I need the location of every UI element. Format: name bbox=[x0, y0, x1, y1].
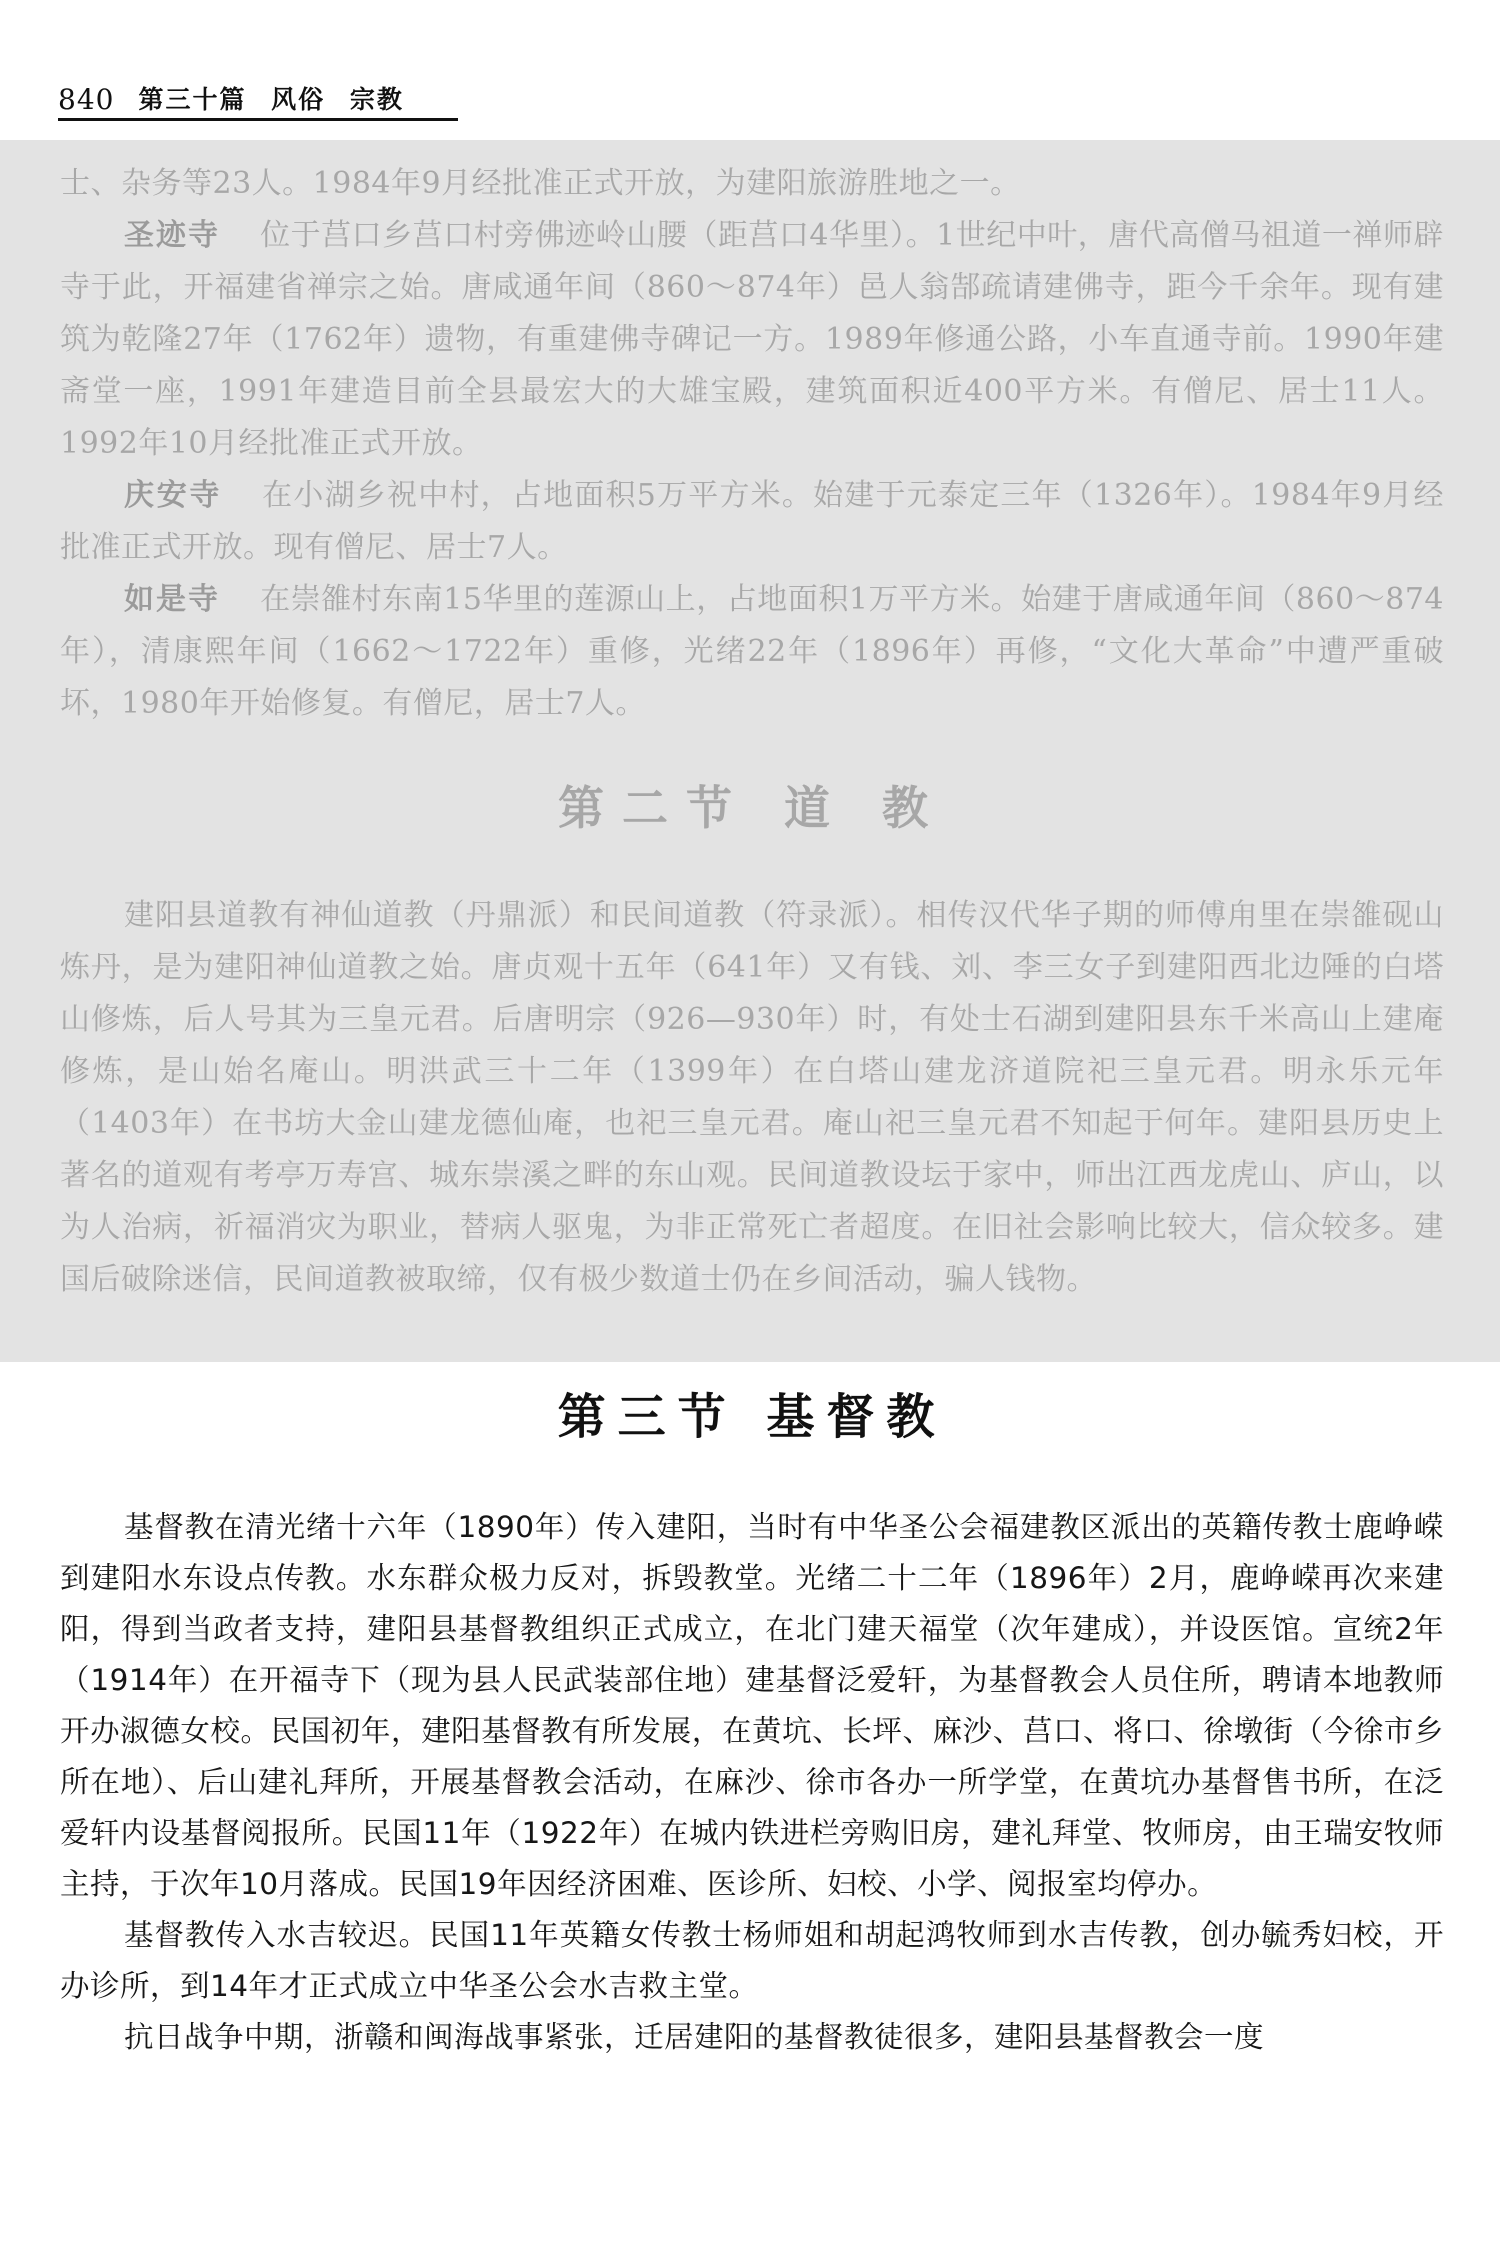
faded-content bbox=[60, 158, 1444, 1306]
temple-name: 如是寺 bbox=[124, 582, 221, 617]
page-number: 840 bbox=[58, 83, 115, 116]
temple-entry bbox=[60, 470, 1444, 574]
temple-description: 在崇雒村东南15华里的莲源山上，占地面积1万平方米。始建于唐咸通年间（860～874年），清康熙年间（1662～1722年）重修，光绪22年（1896年）再修，“文化大革命”中遭严重破坏，1980年开始修复。有僧尼，居士7人。 bbox=[60, 582, 1444, 721]
paragraph: 抗日战争中期，浙赣和闽海战事紧张，迁居建阳的基督教徒很多，建阳县基督教会一度 bbox=[124, 2020, 1265, 2054]
paragraph: 基督教传入水吉较迟。民国11年英籍女传教士杨师姐和胡起鸿牧师到水吉传教，创办毓秀妇校，开办诊所，到14年才正式成立中华圣公会水吉救主堂。 bbox=[60, 1918, 1444, 2003]
faded-text-region bbox=[0, 140, 1500, 1362]
temple-name: 庆安寺 bbox=[124, 478, 223, 513]
section-heading-taoism: 第二节 道 教 bbox=[557, 781, 947, 835]
temple-entry bbox=[60, 574, 1444, 730]
paragraph: 基督教在清光绪十六年（1890年）传入建阳，当时有中华圣公会福建教区派出的英籍传教士鹿峥嵘到建阳水东设点传教。水东群众极力反对，拆毁教堂。光绪二十二年（1896年）2月，鹿峥嵘再次来建阳，得到当政者支持，建阳县基督教组织正式成立，在北门建天福堂（次年建成），并设医馆。宣统2年（1914年）在开福寺下（现为县人民武装部住地）建基督泛爱轩，为基督教会人员住所，聘请本地教师开办淑德女校。民国初年，建阳基督教有所发展，在黄坑、长坪、麻沙、莒口、将口、徐墩街（今徐市乡所在地）、后山建礼拜所，开展基督教会活动，在麻沙、徐市各办一所学堂，在黄坑办基督售书所，在泛爱轩内设基督阅报所。民国11年（1922年）在城内铁进栏旁购旧房，建礼拜堂、牧师房，由王瑞安牧师主持，于次年10月落成。民国19年因经济困难、医诊所、妇校、小学、阅报室均停办。 bbox=[60, 1510, 1444, 1901]
chapter-title: 第三十篇 风俗 宗教 bbox=[138, 85, 404, 114]
temple-entry bbox=[60, 210, 1444, 470]
main-content bbox=[60, 1386, 1444, 2063]
temple-description: 位于莒口乡莒口村旁佛迹岭山腰（距莒口4华里）。1世纪中叶，唐代高僧马祖道一禅师辟寺于此，开福建省禅宗之始。唐咸通年间（860～874年）邑人翁郜疏请建佛寺，距今千余年。现有建筑为乾隆27年（1762年）遗物，有重建佛寺碑记一方。1989年修通公路，小车直通寺前。1990年建斋堂一座，1991年建造目前全县最宏大的大雄宝殿，建筑面积近400平方米。有僧尼、居士11人。1992年10月经批准正式开放。 bbox=[60, 218, 1444, 461]
paragraph: 士、杂务等23人。1984年9月经批准正式开放，为建阳旅游胜地之一。 bbox=[60, 166, 1021, 201]
section-heading-christianity: 第三节 基督教 bbox=[557, 1389, 947, 1445]
running-header bbox=[58, 74, 458, 121]
temple-name: 圣迹寺 bbox=[124, 218, 221, 253]
temple-description: 在小湖乡祝中村，占地面积5万平方米。始建于元泰定三年（1326年）。1984年9月经批准正式开放。现有僧尼、居士7人。 bbox=[60, 478, 1445, 565]
paragraph: 建阳县道教有神仙道教（丹鼎派）和民间道教（符录派）。相传汉代华子期的师傅甪里在崇雒砚山炼丹，是为建阳神仙道教之始。唐贞观十五年（641年）又有钱、刘、李三女子到建阳西北边陲的白塔山修炼，后人号其为三皇元君。后唐明宗（926—930年）时，有处士石湖到建阳县东千米高山上建庵修炼，是山始名庵山。明洪武三十二年（1399年）在白塔山建龙济道院祀三皇元君。明永乐元年（1403年）在书坊大金山建龙德仙庵，也祀三皇元君。庵山祀三皇元君不知起于何年。建阳县历史上著名的道观有考亭万寿宫、城东崇溪之畔的东山观。民间道教设坛于家中，师出江西龙虎山、庐山，以为人治病，祈福消灾为职业，替病人驱鬼，为非正常死亡者超度。在旧社会影响比较大，信众较多。建国后破除迷信，民间道教被取缔，仅有极少数道士仍在乡间活动，骗人钱物。 bbox=[60, 898, 1444, 1297]
